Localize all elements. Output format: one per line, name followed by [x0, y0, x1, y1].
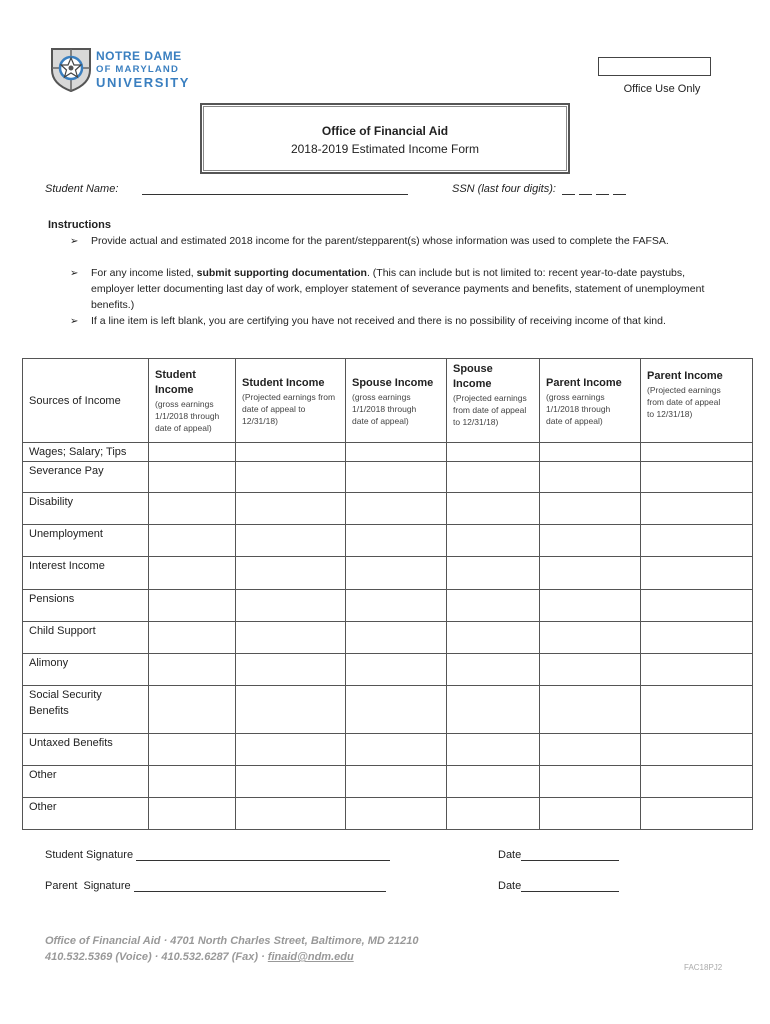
university-shield-rose-icon [50, 46, 92, 92]
income-table [22, 358, 753, 830]
title-box [200, 103, 570, 174]
income-entry-cell[interactable] [540, 686, 641, 734]
ssn-digit-1-field[interactable] [562, 194, 575, 195]
income-entry-cell[interactable] [346, 590, 447, 622]
instruction-text: . (This can include but is not limited to: recent year-to-date paystubs, employer letter documenting last day of work, employer statement of severance payments and benefits, statement of unemployment benefits.) [91, 267, 705, 311]
footer-phones: 410.532.5369 (Voice) · 410.532.6287 (Fax) · [45, 951, 268, 963]
ssn-label: SSN (last four digits): [452, 183, 556, 195]
student-date-row [498, 849, 619, 861]
income-entry-cell[interactable] [149, 493, 236, 525]
form-subtitle: 2018-2019 Estimated Income Form [290, 142, 480, 156]
table-row [23, 622, 753, 654]
income-entry-cell[interactable] [641, 493, 753, 525]
income-entry-cell[interactable] [236, 493, 346, 525]
column-header [447, 359, 540, 443]
column-note: (gross earnings 1/1/2018 through date of appeal) [155, 399, 220, 433]
income-source-label: Wages; Salary; Tips [23, 443, 149, 462]
column-title: Parent Income [546, 377, 622, 389]
column-title: Parent Income [647, 370, 723, 382]
column-header [540, 359, 641, 443]
column-header [149, 359, 236, 443]
income-entry-cell[interactable] [540, 766, 641, 798]
income-entry-cell[interactable] [149, 734, 236, 766]
student-signature-label: Student Signature [45, 849, 134, 861]
income-entry-cell[interactable] [540, 798, 641, 830]
office-use-box[interactable] [598, 57, 711, 76]
table-row [23, 525, 753, 557]
income-entry-cell[interactable] [236, 590, 346, 622]
column-header [641, 359, 753, 443]
student-signature-field[interactable] [136, 849, 390, 861]
column-title: Student Income [242, 377, 325, 389]
parent-date-field[interactable] [521, 880, 619, 892]
income-entry-cell[interactable] [346, 766, 447, 798]
instruction-text: For any income listed, [91, 267, 197, 279]
instruction-text: Provide actual and estimated 2018 income for the parent/stepparent(s) whose information was used to complete the FAFSA. [91, 235, 669, 247]
income-entry-cell[interactable] [346, 654, 447, 686]
income-entry-cell[interactable] [346, 734, 447, 766]
income-entry-cell[interactable] [346, 798, 447, 830]
student-signature-row [45, 849, 390, 861]
income-entry-cell[interactable] [346, 557, 447, 590]
form-title: Office of Financial Aid [321, 124, 449, 138]
income-entry-cell[interactable] [641, 766, 753, 798]
column-header [346, 359, 447, 443]
income-entry-cell[interactable] [346, 622, 447, 654]
income-entry-cell[interactable] [447, 462, 540, 493]
income-entry-cell[interactable] [149, 590, 236, 622]
footer-contact [45, 951, 354, 963]
arrow-bullet-icon: ➢ [70, 236, 79, 247]
income-entry-cell[interactable] [540, 462, 641, 493]
income-source-label: Child Support [23, 622, 149, 654]
income-entry-cell[interactable] [236, 654, 346, 686]
income-entry-cell[interactable] [149, 686, 236, 734]
income-entry-cell[interactable] [641, 590, 753, 622]
table-header-row [23, 359, 753, 443]
income-entry-cell[interactable] [447, 493, 540, 525]
income-entry-cell[interactable] [346, 443, 447, 462]
table-row [23, 462, 753, 493]
income-entry-cell[interactable] [149, 443, 236, 462]
income-entry-cell[interactable] [236, 734, 346, 766]
instruction-item [91, 233, 706, 249]
parent-date-row [498, 880, 619, 892]
income-entry-cell[interactable] [540, 622, 641, 654]
table-row [23, 686, 753, 734]
column-note: (Projected earnings from date of appeal to 12/31/18) [453, 393, 527, 427]
income-entry-cell[interactable] [540, 493, 641, 525]
ssn-digit-3-field[interactable] [596, 194, 609, 195]
income-entry-cell[interactable] [540, 734, 641, 766]
office-use-label: Office Use Only [623, 83, 701, 95]
parent-signature-label: Parent Signature [45, 880, 131, 892]
income-source-label: Social Security Benefits [23, 686, 149, 734]
instruction-emphasis: submit supporting documentation [196, 267, 367, 279]
student-date-field[interactable] [521, 849, 619, 861]
column-note: (gross earnings 1/1/2018 through date of appeal) [352, 392, 417, 426]
income-entry-cell[interactable] [236, 686, 346, 734]
student-name-field[interactable] [142, 194, 408, 195]
income-entry-cell[interactable] [346, 525, 447, 557]
income-entry-cell[interactable] [641, 443, 753, 462]
income-entry-cell[interactable] [540, 443, 641, 462]
arrow-bullet-icon: ➢ [70, 268, 79, 279]
university-logo [50, 46, 200, 94]
table-row [23, 766, 753, 798]
income-entry-cell[interactable] [540, 525, 641, 557]
footer-address: Office of Financial Aid · 4701 North Charles Street, Baltimore, MD 21210 [45, 935, 419, 947]
table-row [23, 734, 753, 766]
income-entry-cell[interactable] [236, 557, 346, 590]
instruction-text: If a line item is left blank, you are certifying you have not received and there is no possibility of receiving income of that kind. [91, 315, 666, 327]
ssn-digit-2-field[interactable] [579, 194, 592, 195]
income-source-label: Untaxed Benefits [23, 734, 149, 766]
column-title: Spouse Income [352, 377, 434, 389]
income-entry-cell[interactable] [236, 525, 346, 557]
income-entry-cell[interactable] [641, 462, 753, 493]
income-source-label: Other [23, 766, 149, 798]
income-source-label: Unemployment [23, 525, 149, 557]
income-source-label: Pensions [23, 590, 149, 622]
income-entry-cell[interactable] [447, 622, 540, 654]
parent-date-label: Date [498, 880, 522, 892]
income-entry-cell[interactable] [447, 654, 540, 686]
income-source-label: Alimony [23, 654, 149, 686]
table-row [23, 443, 753, 462]
column-header [236, 359, 346, 443]
income-entry-cell[interactable] [346, 462, 447, 493]
table-row [23, 557, 753, 590]
income-entry-cell[interactable] [236, 443, 346, 462]
income-entry-cell[interactable] [540, 654, 641, 686]
income-entry-cell[interactable] [236, 766, 346, 798]
sources-of-income-header: Sources of Income [23, 359, 149, 443]
student-name-label: Student Name: [45, 183, 119, 195]
income-entry-cell[interactable] [447, 525, 540, 557]
income-entry-cell[interactable] [149, 557, 236, 590]
income-entry-cell[interactable] [447, 443, 540, 462]
income-entry-cell[interactable] [641, 525, 753, 557]
income-entry-cell[interactable] [540, 590, 641, 622]
instruction-item [91, 313, 706, 329]
income-entry-cell[interactable] [641, 798, 753, 830]
income-entry-cell[interactable] [149, 654, 236, 686]
logo-line-1: NOTRE DAME [96, 49, 182, 63]
logo-line-2: OF MARYLAND [96, 64, 180, 75]
student-date-label: Date [498, 849, 522, 861]
income-entry-cell[interactable] [641, 734, 753, 766]
column-note: (Projected earnings from date of appeal to 12/31/18) [647, 385, 721, 419]
table-row [23, 590, 753, 622]
table-row [23, 798, 753, 830]
income-entry-cell[interactable] [641, 622, 753, 654]
column-title: Spouse Income [453, 363, 493, 390]
instructions-title: Instructions [48, 219, 111, 231]
table-row [23, 493, 753, 525]
income-entry-cell[interactable] [149, 798, 236, 830]
income-entry-cell[interactable] [447, 590, 540, 622]
income-entry-cell[interactable] [447, 798, 540, 830]
column-note: (Projected earnings from date of appeal to 12/31/18) [242, 392, 336, 426]
form-code: FAC18PJ2 [684, 963, 723, 972]
income-entry-cell[interactable] [236, 798, 346, 830]
income-source-label: Other [23, 798, 149, 830]
income-source-label: Disability [23, 493, 149, 525]
column-title: Student Income [155, 369, 196, 396]
income-entry-cell[interactable] [149, 462, 236, 493]
income-entry-cell[interactable] [641, 654, 753, 686]
income-source-label: Interest Income [23, 557, 149, 590]
parent-signature-field[interactable] [134, 880, 386, 892]
arrow-bullet-icon: ➢ [70, 316, 79, 327]
logo-line-3: UNIVERSITY [96, 75, 191, 90]
income-entry-cell[interactable] [447, 557, 540, 590]
income-entry-cell[interactable] [447, 734, 540, 766]
income-entry-cell[interactable] [540, 557, 641, 590]
income-entry-cell[interactable] [149, 766, 236, 798]
column-note: (gross earnings 1/1/2018 through date of appeal) [546, 392, 611, 426]
income-entry-cell[interactable] [346, 686, 447, 734]
income-entry-cell[interactable] [346, 493, 447, 525]
income-entry-cell[interactable] [447, 766, 540, 798]
instruction-item [91, 265, 706, 313]
ssn-digit-4-field[interactable] [613, 194, 626, 195]
income-source-label: Severance Pay [23, 462, 149, 493]
income-entry-cell[interactable] [447, 686, 540, 734]
income-entry-cell[interactable] [641, 686, 753, 734]
footer-email-link[interactable]: finaid@ndm.edu [267, 951, 354, 963]
income-entry-cell[interactable] [236, 462, 346, 493]
income-entry-cell[interactable] [149, 622, 236, 654]
income-entry-cell[interactable] [641, 557, 753, 590]
income-entry-cell[interactable] [149, 525, 236, 557]
income-entry-cell[interactable] [236, 622, 346, 654]
parent-signature-row [45, 880, 386, 892]
table-row [23, 654, 753, 686]
